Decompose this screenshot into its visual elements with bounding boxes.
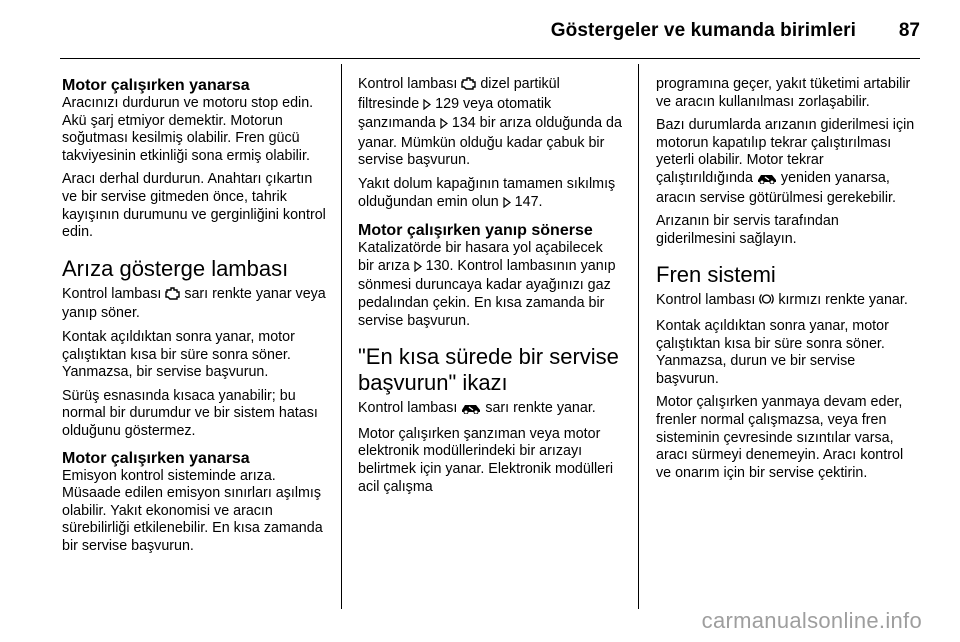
paragraph: Sürüş esnasında kısaca yanabilir; bu normal bir durumdur ve bir sistem hatası olduğunu göstermez. [62,387,318,439]
paragraph: Aracı derhal durdurun. Anahtarı çıkartın ve bir servise gitmeden önce, tahrik kayışının durumunu ve gerginliğini kontrol edin. [62,171,326,241]
car-wrench-icon [461,402,481,420]
header-title: Göstergeler ve kumanda birimleri [550,20,856,41]
heading-yanip-sonerse: Motor çalışırken yanıp sönerse [358,222,593,240]
page-ref-arrow-icon [414,260,422,278]
column-2 [358,76,622,502]
watermark: carmanualsonline.info [701,608,922,633]
page-header [0,0,960,62]
paragraph: Kontrol lambası dizel partikül filtresinde 129 veya otomatik şanzımanda 134 bir arıza olduğunda da yanar. Mümkün olduğu kadar çabuk bir servise başvurun. [358,76,622,169]
column-divider-2 [638,64,639,609]
brake-icon [759,292,774,312]
page-number: 87 [898,20,920,41]
page-ref-arrow-icon [503,196,511,214]
paragraph: Yakıt dolum kapağının tamamen sıkılmış olduğundan emin olun 147. [358,176,622,213]
heading-motor-calisirken: Motor çalışırken yanarsa [62,77,250,94]
paragraph: Kontak açıldıktan sonra yanar, motor çalıştıktan kısa bir süre sonra söner. Yanmazsa, durun ve bir servise başvurun. [656,317,889,387]
paragraph: Emisyon kontrol sisteminde arıza. Müsaade edilen emisyon sınırları aşılmış olabilir. Yakıt ekonomisi ve aracın sürebilirliği etkilenebilir. En kısa zamanda bir servise başvurun. [62,467,323,554]
heading-servis-ikazi: "En kısa sürede bir servise başvurun" ikazı [358,344,619,396]
paragraph: Aracınızı durdurun ve motoru stop edin. Akü şarj etmiyor demektir. Motorun soğutması kesilmiş olabilir. Fren gücü takviyesinin etkinliği sona ermiş olabilir. [62,95,314,164]
heading-motor-calisirken-2: Motor çalışırken yanarsa [62,449,250,467]
paragraph: Bazı durumlarda arızanın giderilmesi için motorun kapatılıp tekrar çalıştırılması yeterli olabilir. Motor tekrar çalıştırıldığında yeniden yanarsa, aracın servise götürülmesi gerekebilir. [656,117,915,206]
paragraph: Arızanın bir servis tarafından giderilmesini sağlayın. [656,213,839,247]
column-1 [62,76,326,561]
paragraph: Kontrol lambası kırmızı renkte yanar. [656,292,920,312]
paragraph: Motor çalışırken şanzıman veya motor elektronik modüllerindeki bir arızayı belirtmek için yanar. Elektronik modülleri acil çalışma [358,425,614,495]
page-ref-arrow-icon [423,98,431,116]
paragraph: Kontak açıldıktan sonra yanar, motor çalıştıktan kısa bir süre sonra söner. Yanmazsa, bir servise başvurun. [62,328,295,381]
page-ref-arrow-icon [440,117,448,135]
engine-check-icon [461,77,476,96]
paragraph: Motor çalışırken yanmaya devam eder, frenler normal çalışmazsa, veya fren sisteminin çevresinde sızıntılar varsa, aracı sürmeyi denemeyin. Aracı kontrol ve onarım için bir servise çektirin. [656,394,904,481]
engine-check-icon [165,287,180,306]
header-rule [60,58,920,59]
column-3 [656,76,920,488]
heading-ariza-gosterge: Arıza gösterge lambası [62,255,289,281]
paragraph: Katalizatörde bir hasara yol açabilecek bir arıza 130. Kontrol lambasının yanıp sönmesi duruncaya kadar ayağınızı gaz pedalından çekin. En kısa zamanda bir servise başvurun. [358,240,616,329]
heading-fren-sistemi: Fren sistemi [656,262,776,288]
column-divider-1 [341,64,342,609]
paragraph: Kontrol lambası sarı renkte yanar. [358,400,622,420]
paragraph: Kontrol lambası sarı renkte yanar veya yanıp söner. [62,285,326,322]
car-wrench-icon [757,172,777,190]
paragraph: programına geçer, yakıt tüketimi artabilir ve aracın kullanılması zorlaşabilir. [656,76,911,110]
